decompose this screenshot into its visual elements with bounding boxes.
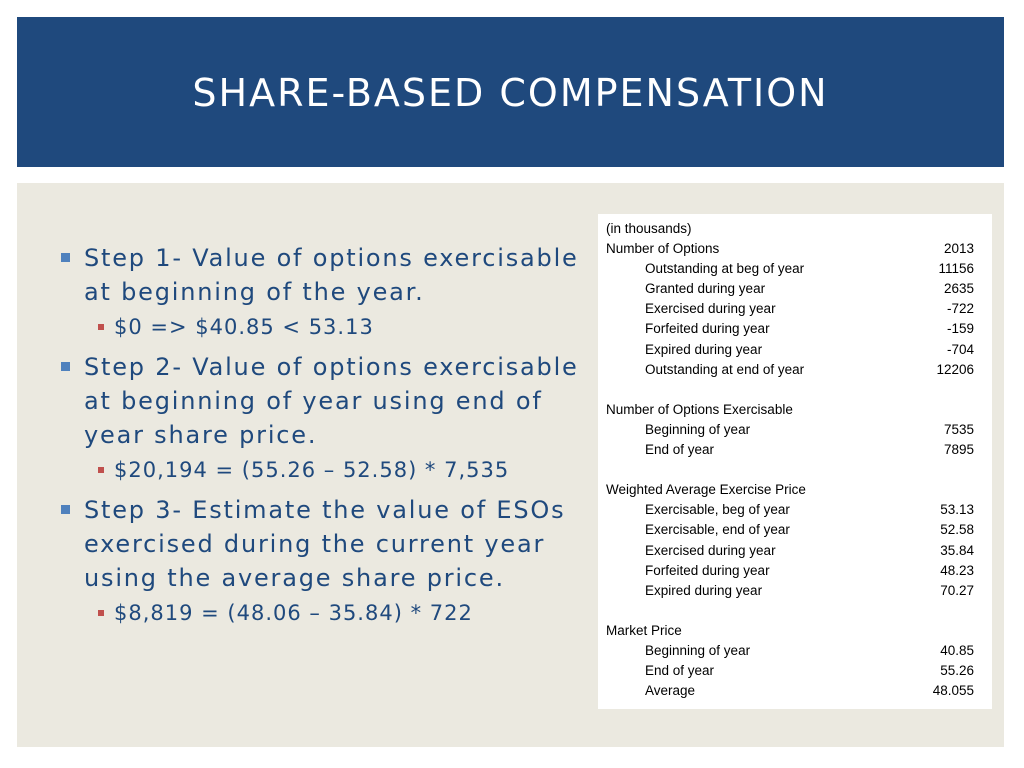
row-label: Beginning of year <box>645 421 751 437</box>
row-value: 55.26 <box>940 663 974 679</box>
row-label: End of year <box>645 663 715 679</box>
row-label: Outstanding at end of year <box>645 361 805 377</box>
sub-bullet-step-2 <box>61 455 581 485</box>
table-row <box>606 299 974 319</box>
section-header: Number of Options <box>606 241 720 257</box>
table-row <box>606 581 974 601</box>
table-row <box>606 360 974 380</box>
section-header: Market Price <box>606 622 682 638</box>
table-row <box>606 319 974 339</box>
row-value: 11156 <box>938 261 974 277</box>
row-spacer <box>606 460 974 480</box>
square-sub-bullet-icon <box>98 467 104 473</box>
square-bullet-icon <box>61 253 70 262</box>
table-row <box>606 681 974 701</box>
options-data-table <box>598 214 992 709</box>
row-value: 12206 <box>936 361 974 377</box>
bullet-text: Step 1- Value of options exercisable at beginning of the year. <box>84 244 579 306</box>
bullet-step-1 <box>61 241 581 309</box>
section-header: Weighted Average Exercise Price <box>606 482 806 498</box>
row-value: 35.84 <box>940 542 974 558</box>
row-value: -722 <box>946 301 974 317</box>
section-header-value: 2013 <box>943 241 974 257</box>
table-row <box>606 340 974 360</box>
bullet-step-3 <box>61 493 581 595</box>
section-header-row <box>606 621 974 641</box>
row-value: 40.85 <box>940 642 974 658</box>
bullet-text: Step 3- Estimate the value of ESOs exercised during the current year using the average share price. <box>84 496 566 592</box>
row-value: 7535 <box>943 421 974 437</box>
row-value: 48.23 <box>940 562 974 578</box>
sub-bullet-step-3 <box>61 598 581 628</box>
table-row <box>606 279 974 299</box>
content-area <box>17 183 1004 747</box>
bullet-list <box>61 241 581 636</box>
title-bar <box>17 17 1004 167</box>
square-sub-bullet-icon <box>98 324 104 330</box>
row-spacer <box>606 380 974 400</box>
row-label: Exercisable, end of year <box>645 522 790 538</box>
row-label: Exercised during year <box>645 542 776 558</box>
table-caption: (in thousands) <box>606 221 692 236</box>
row-value: 2635 <box>943 281 974 297</box>
row-value: -704 <box>946 341 974 357</box>
table-row <box>606 420 974 440</box>
table-row <box>606 520 974 540</box>
bullet-text: Step 2- Value of options exercisable at beginning of year using end of year share price. <box>84 353 579 449</box>
row-label: Exercisable, beg of year <box>645 502 790 518</box>
row-value: 7895 <box>943 442 974 458</box>
sub-bullet-text: $20,194 = (55.26 – 52.58) * 7,535 <box>114 458 510 482</box>
table-row <box>606 259 974 279</box>
row-value: 70.27 <box>940 582 974 598</box>
row-value: 53.13 <box>940 502 974 518</box>
row-label: Average <box>645 683 696 699</box>
row-label: Outstanding at beg of year <box>645 261 805 277</box>
square-bullet-icon <box>61 362 70 371</box>
table-row <box>606 661 974 681</box>
row-value: 52.58 <box>940 522 974 538</box>
row-label: Beginning of year <box>645 642 751 658</box>
square-sub-bullet-icon <box>98 610 104 616</box>
row-label: Forfeited during year <box>645 321 770 337</box>
row-spacer <box>606 601 974 621</box>
table-row <box>606 561 974 581</box>
sub-bullet-text: $0 => $40.85 < 53.13 <box>114 315 374 339</box>
table-row <box>606 641 974 661</box>
row-label: Forfeited during year <box>645 562 770 578</box>
bullet-step-2 <box>61 350 581 452</box>
slide-title: SHARE-BASED COMPENSATION <box>192 71 829 115</box>
square-bullet-icon <box>61 505 70 514</box>
row-label: Granted during year <box>645 281 766 297</box>
row-label: Exercised during year <box>645 301 776 317</box>
section-header-row <box>606 239 974 259</box>
row-label: End of year <box>645 442 715 458</box>
table-row <box>606 440 974 460</box>
row-label: Expired during year <box>645 341 763 357</box>
table-caption-row <box>606 219 974 239</box>
table-row <box>606 500 974 520</box>
section-header-row <box>606 400 974 420</box>
row-value: 48.055 <box>932 683 974 699</box>
row-label: Expired during year <box>645 582 763 598</box>
section-header-row <box>606 480 974 500</box>
sub-bullet-step-1 <box>61 312 581 342</box>
section-header: Number of Options Exercisable <box>606 401 793 417</box>
row-value: -159 <box>946 321 974 337</box>
sub-bullet-text: $8,819 = (48.06 – 35.84) * 722 <box>114 601 473 625</box>
table-row <box>606 541 974 561</box>
